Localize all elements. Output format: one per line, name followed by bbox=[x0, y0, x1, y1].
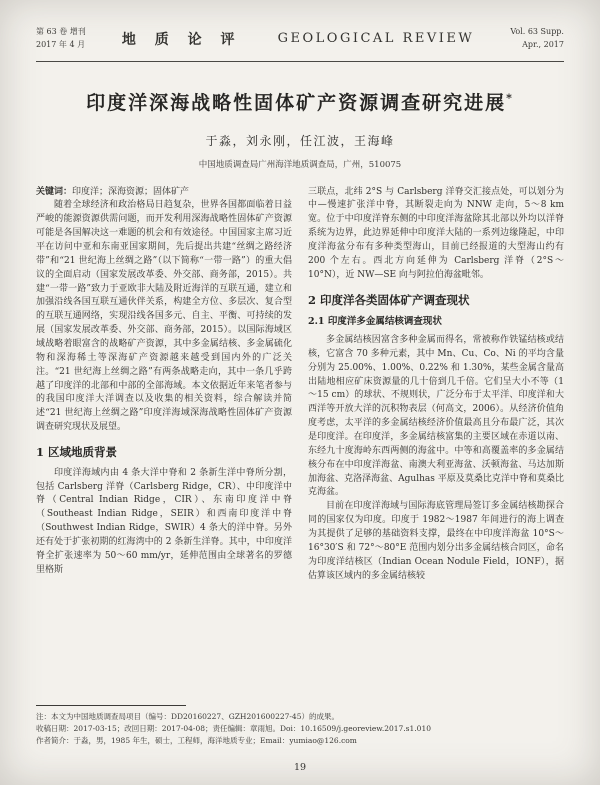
footnote-area bbox=[36, 705, 564, 747]
journal-title-cn: 地 质 论 评 bbox=[121, 31, 242, 48]
header-vol-en-line: Vol. 63 Supp. bbox=[510, 27, 564, 36]
section-1-heading: 1 区域地质背景 bbox=[36, 445, 118, 460]
footnote-project-note: 注：本文为中国地质调查局项目（编号：DD20160227、GZH201600227-45）的成果。 bbox=[36, 712, 339, 721]
header-date-info bbox=[510, 26, 564, 52]
body-columns bbox=[36, 186, 564, 692]
section-2-1-paragraph-1: 多金属结核因富含多种金属而得名，常被称作铁锰结核或结核，它富含 70 多种元素，其中 Mn、Cu、Co、Ni 的平均含量分别为 25.00%、1.00%、0.22% 和 1.30%，某些金属含量高出陆地相应矿床资源量的几十倍到几千倍。它们呈大小不等（1～15 cm）的球状、不规则状，广泛分布于太平洋、印度洋和大西洋等开放大洋的沉积物表层（何高文，2006）。从经济价值角度考虑，太平洋的多金属结核经济价值最高且分布最广泛，其次是印度洋。在印度洋，多金属结核富集的主要区域在赤道以南、东经九十度海岭东西两侧的海盆中。中等和高覆盖率的多金属结核分布在中印度洋海盆、南澳大利亚海盆、沃顿海盆、马达加斯加海盆、克洛泽海盆、Agulhas 平原及莫桑比克洋中脊和莫桑比克海盆。 bbox=[308, 334, 564, 498]
right-column bbox=[308, 186, 564, 692]
paper-title-text: 印度洋深海战略性固体矿产资源调查研究进展 bbox=[86, 91, 507, 114]
paper-title bbox=[36, 88, 564, 115]
authors: 于淼，刘永刚，任江波，王海峰 bbox=[205, 133, 395, 148]
keywords-text: 印度洋；深海资源；固体矿产 bbox=[72, 186, 190, 197]
keywords-line bbox=[36, 186, 292, 200]
header-volume-info bbox=[36, 26, 86, 52]
header-issue-date-line: 2017 年 4 月 bbox=[36, 39, 86, 49]
left-column bbox=[36, 186, 292, 692]
footnote-rule bbox=[36, 705, 186, 706]
continuation-paragraph: 三联点，北纬 2°S 与 Carlsberg 洋脊交汇接点处，可以划分为中—慢速扩张洋中脊，其断裂走向为 NNW 走向，5～8 km 宽。位于中印度洋脊东侧的中印度洋海盆除其北部以外均以洋脊系统为边界，此边界延伸中印度洋大陆的一系列边缘隆起，中印度洋海盆分布有多种类型海山，目前已经报道的大型海山约有 200 个左右。西北方向延伸为 Carlsberg 洋脊（2°S～10°N），近 NW—SE 向与阿拉伯海盆毗邻。 bbox=[308, 186, 564, 280]
intro-paragraph: 随着全球经济和政治格局日趋复杂，世界各国都面临着日益严峻的能源资源供需问题，而开发利用深海战略性固体矿产资源可能是各国解决这一难题的机会和有效途径。中国国家主席习近平在访问中亚和东南亚国家期间，先后提出共建“丝绸之路经济带”和“21 世纪海上丝绸之路”（以下简称“一带一路”）的重大倡议的全面启动（国家发展改革委、外交部、商务部，2015）。共建“一带一路”致力于亚欧非大陆及附近海洋的互联互通，建立和加强沿线各国互联互通伙伴关系，构建全方位、多层次、复合型的互联互通网络，实现沿线各国多元、自主、平衡、可持续的发展（国家发展改革委、外交部、商务部，2015）。以国际海域区域战略着眼富含的战略矿产资源，其中多金属结核、多金属硫化物和深海稀土等深海矿产资源越来越受到国内外的广泛关注。“21 世纪海上丝绸之路”有两条战略走向，其中一条几乎跨越了印度洋的北部和中部的全部海域。本文依据近年来笔者参与的我国印度洋大洋调查以及收集的相关资料，综合解读并简述“21 世纪海上丝绸之路”印度洋海域深海战略性固体矿产资源调查研究现状及展望。 bbox=[36, 200, 292, 433]
section-2-1-heading: 2.1 印度洋多金属结核调查现状 bbox=[308, 316, 442, 328]
journal-title-en: GEOLOGICAL REVIEW bbox=[277, 31, 475, 47]
section-2-1-paragraph-2: 目前在印度洋海域与国际海底管理局签订多金属结核勘探合同的国家仅为印度。印度于 1982～1987 年间进行的海上调查为其提供了足够的基础资料支撑，最终在中印度洋海盆 10°S～16°30′S 和 72°～80°E 范围内划分出多金属结核合同区，命名为印度洋结核区（Indian Ocean Nodule Field，IONF），据估算该区域内的多金属结核较 bbox=[308, 501, 564, 581]
page-number: 19 bbox=[293, 762, 307, 773]
footnote-author-bio: 作者简介：于淼，男，1985 年生，硕士，工程师，海洋地质专业；Email：yumiao@126.com bbox=[36, 736, 357, 745]
title-footnote-mark: * bbox=[506, 91, 514, 105]
footnote-dates: 收稿日期：2017-03-15；改回日期：2017-04-08；责任编辑：章雨旭。Doi：10.16509/j.georeview.2017.s1.010 bbox=[36, 724, 431, 733]
affiliation: 中国地质调查局广州海洋地质调查局，广州，510075 bbox=[198, 159, 402, 170]
section-1-paragraph: 印度洋海域内由 4 条大洋中脊和 2 条新生洋中脊所分割，包括 Carlsberg 洋脊（Carlsberg Ridge，CR）、中印度洋中脊（Central Indian Ridge，CIR）、东南印度洋中脊（Southeast Indian Ridge，SEIR）和西南印度洋中脊（Southwest Indian Ridge，SWIR）4 条大的洋中脊。另外还有处于扩张初期的红海湾中的 2 条新生洋脊。其中，中印度洋脊全扩张速率为 50～60 mm/yr，延伸范围由全球著名的罗德里格斯 bbox=[36, 467, 292, 575]
keywords-label: 关键词： bbox=[36, 186, 73, 197]
journal-header bbox=[36, 26, 564, 62]
header-date-en-line: Apr., 2017 bbox=[522, 39, 564, 49]
header-volume-line: 第 63 卷 增刊 bbox=[36, 27, 86, 36]
section-2-heading: 2 印度洋各类固体矿产调查现状 bbox=[308, 292, 470, 307]
